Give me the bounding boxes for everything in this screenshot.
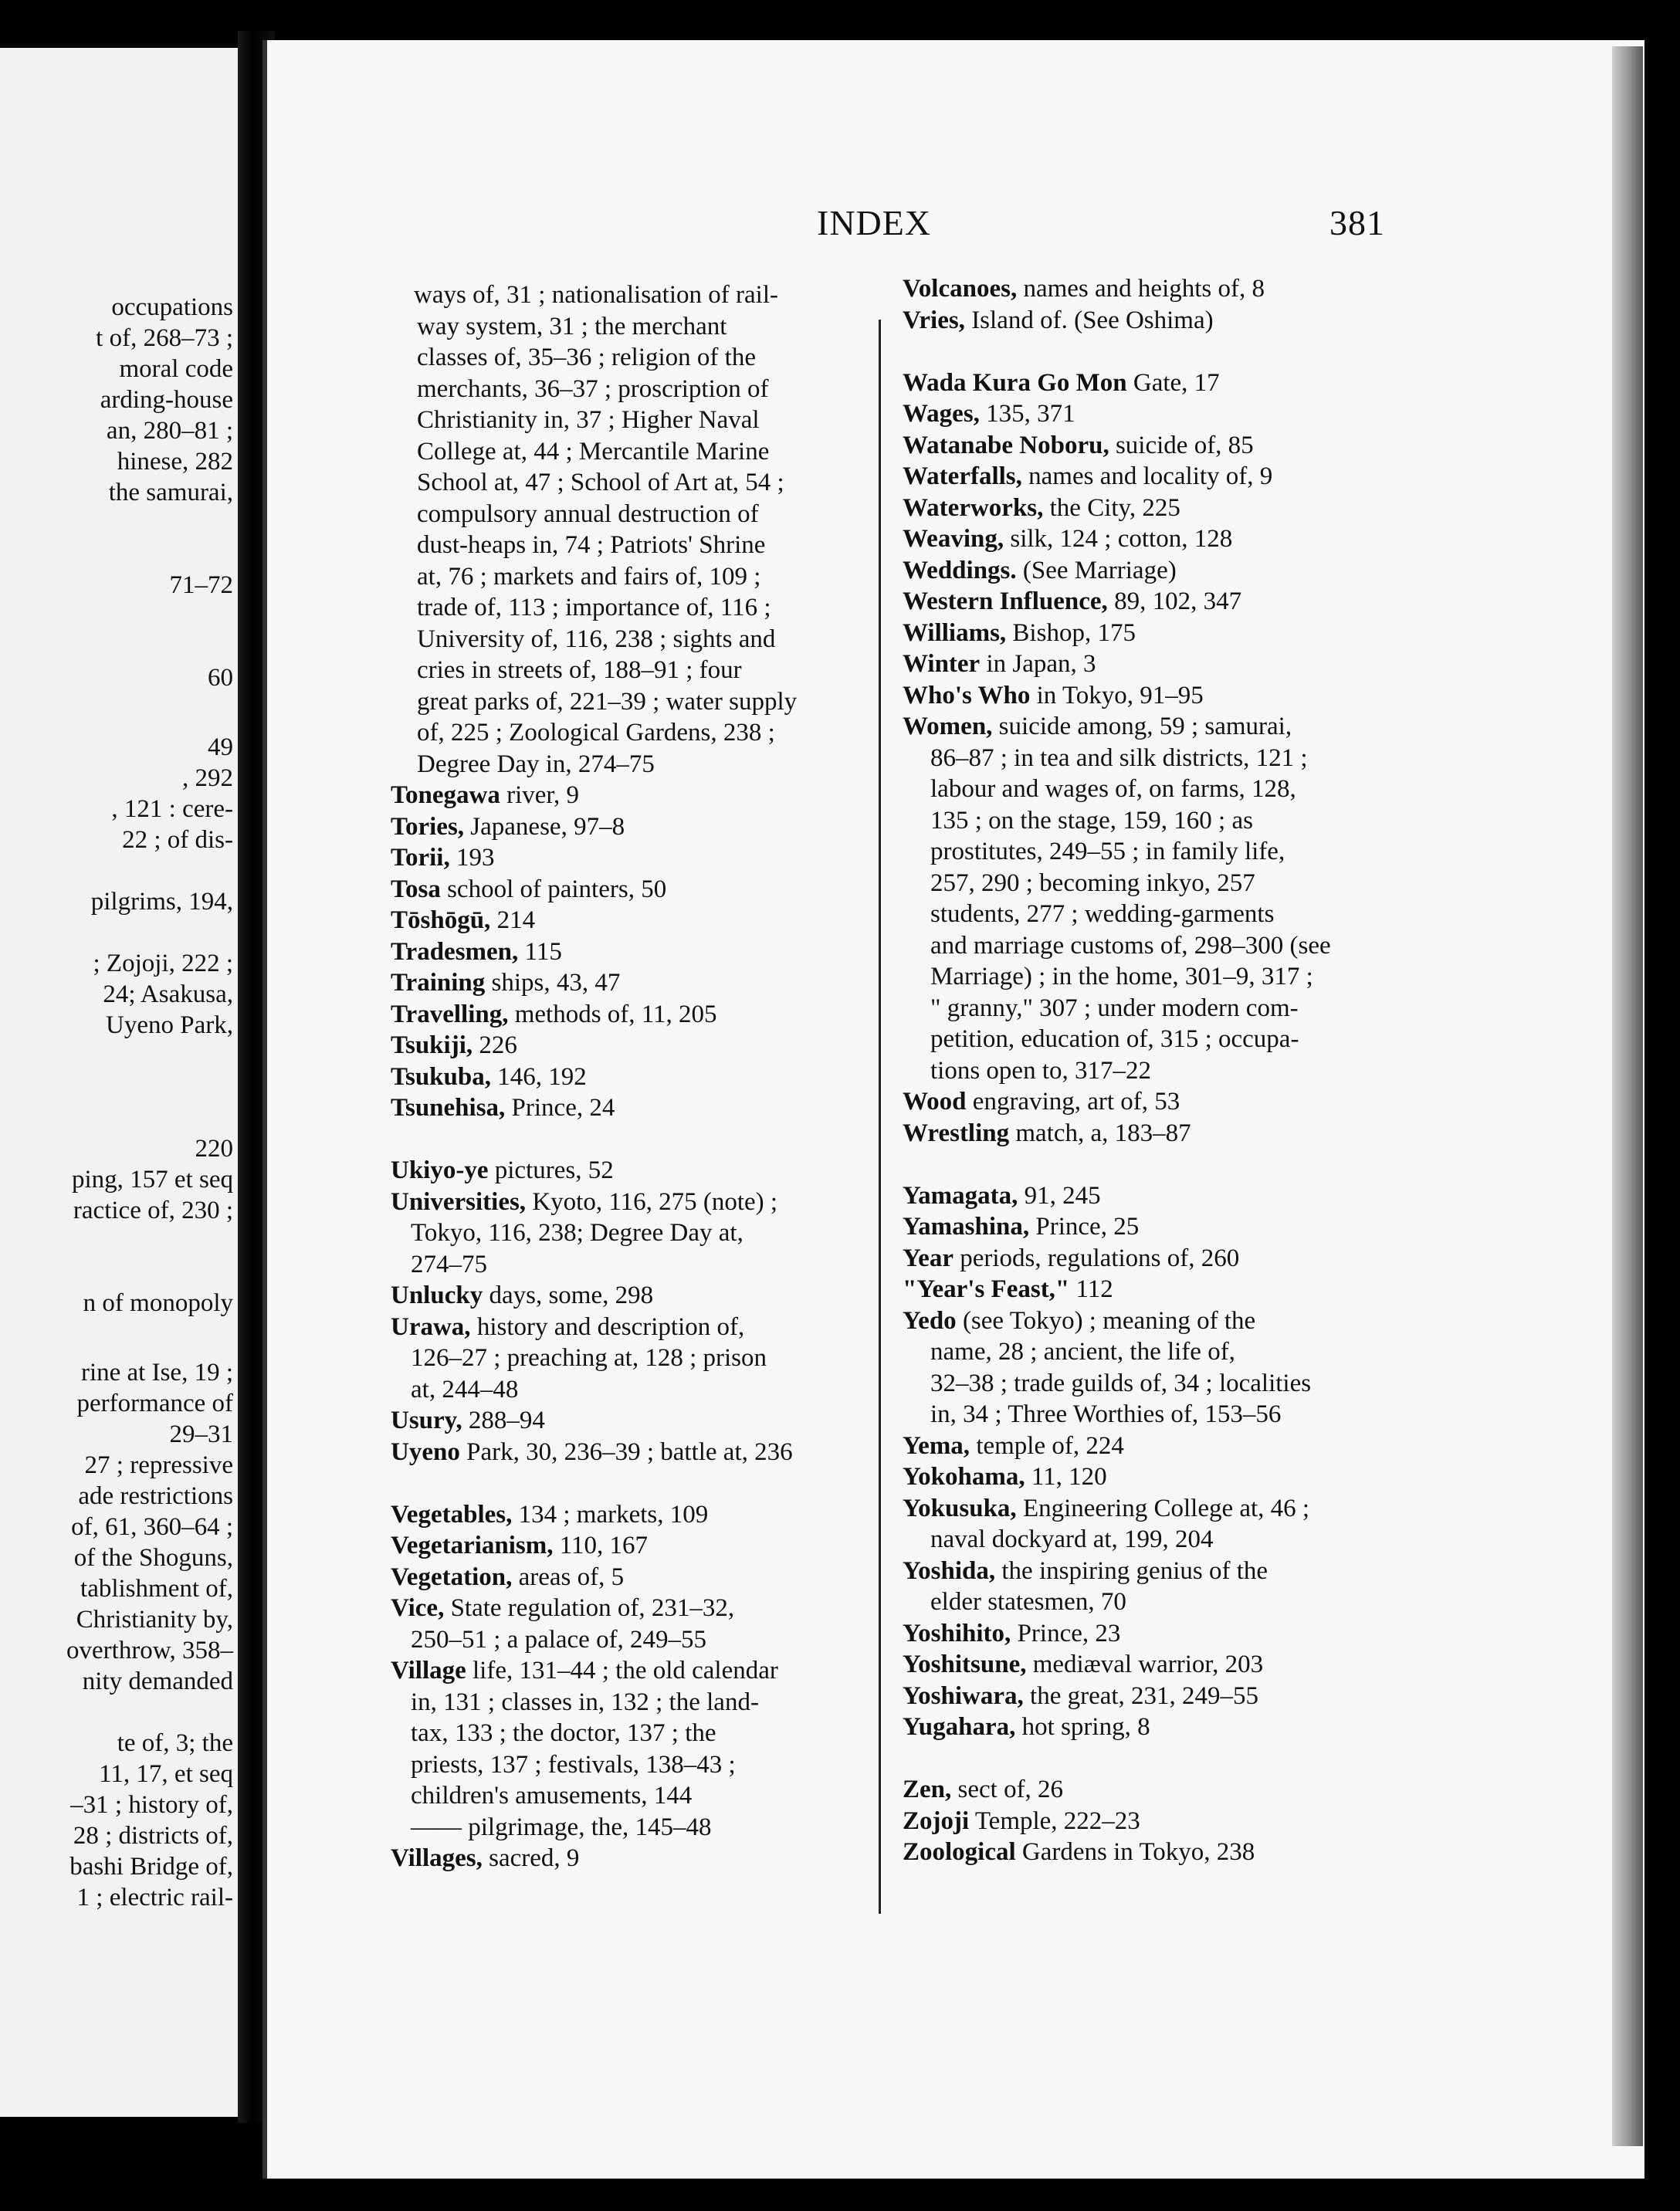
index-continuation: great parks of, 221–39 ; water supply bbox=[417, 687, 798, 716]
index-heading: Watanabe Noboru, bbox=[903, 431, 1109, 459]
index-heading: Village bbox=[391, 1657, 466, 1684]
column-divider bbox=[879, 320, 881, 1914]
index-heading: Waterworks, bbox=[903, 493, 1044, 522]
index-text: days, some, 298 bbox=[483, 1282, 654, 1309]
index-text: suicide of, 85 bbox=[1109, 431, 1254, 459]
index-entry bbox=[930, 868, 1255, 899]
index-entry bbox=[903, 1086, 1180, 1117]
index-heading: Williams, bbox=[903, 618, 1007, 647]
page-edge bbox=[1612, 46, 1643, 2146]
left-page-line: 24; Asakusa, bbox=[103, 980, 233, 1008]
index-entry bbox=[903, 461, 1272, 492]
index-text: tions open to, 317–22 bbox=[930, 1056, 1151, 1085]
left-page-line: moral code bbox=[119, 355, 233, 383]
index-text: and marriage customs of, 298–300 (see bbox=[930, 931, 1331, 960]
index-entry bbox=[903, 1305, 1255, 1336]
index-entry bbox=[391, 1437, 793, 1468]
index-heading: Tōshōgū, bbox=[391, 906, 491, 934]
index-text: Prince, 23 bbox=[1011, 1619, 1121, 1647]
index-entry bbox=[411, 1374, 518, 1405]
index-text: the inspiring genius of the bbox=[995, 1556, 1268, 1585]
index-entry bbox=[930, 899, 1274, 929]
left-page-line: 27 ; repressive bbox=[84, 1451, 233, 1479]
index-text: 32–38 ; trade guilds of, 34 ; localities bbox=[930, 1369, 1312, 1397]
index-text: life, 131–44 ; the old calendar bbox=[466, 1657, 778, 1684]
index-heading: Yema, bbox=[903, 1431, 970, 1460]
index-entry bbox=[903, 1712, 1150, 1742]
index-heading: Yoshiwara, bbox=[903, 1681, 1024, 1710]
index-text: sect of, 26 bbox=[951, 1776, 1064, 1803]
left-page-line: of, 61, 360–64 ; bbox=[71, 1513, 233, 1541]
index-heading: Weaving, bbox=[903, 525, 1004, 553]
index-heading: Yokohama, bbox=[903, 1463, 1025, 1491]
left-page-line: performance of bbox=[76, 1390, 233, 1417]
index-text: prostitutes, 249–55 ; in family life, bbox=[930, 838, 1285, 865]
index-text: Prince, 24 bbox=[505, 1094, 615, 1122]
index-entry bbox=[903, 1243, 1239, 1274]
index-entry bbox=[391, 1530, 648, 1561]
index-entry bbox=[903, 711, 1292, 742]
index-entry bbox=[903, 648, 1096, 679]
index-heading: Volcanoes, bbox=[903, 275, 1018, 303]
index-entry bbox=[903, 1806, 1140, 1837]
index-entry bbox=[391, 1312, 744, 1343]
index-entry bbox=[903, 493, 1180, 523]
left-page-line: occupations bbox=[111, 293, 233, 321]
index-text: in, 34 ; Three Worthies of, 153–56 bbox=[930, 1400, 1282, 1428]
index-text: Temple, 222–23 bbox=[969, 1806, 1140, 1835]
index-text: temple of, 224 bbox=[970, 1431, 1124, 1460]
left-page-line: pilgrims, 194, bbox=[90, 888, 233, 916]
index-entry bbox=[391, 1030, 517, 1061]
index-heading: Western Influence, bbox=[903, 587, 1108, 615]
index-heading: Universities, bbox=[391, 1187, 527, 1216]
index-heading: Zen, bbox=[903, 1776, 952, 1803]
index-text: 89, 102, 347 bbox=[1107, 587, 1242, 615]
index-entry bbox=[411, 1749, 736, 1780]
left-page-line: 28 ; districts of, bbox=[73, 1822, 233, 1850]
index-text: 91, 245 bbox=[1018, 1181, 1101, 1210]
index-heading: Wood bbox=[903, 1088, 967, 1116]
index-continuation: at, 76 ; markets and fairs of, 109 ; bbox=[417, 562, 761, 591]
index-entry bbox=[903, 1774, 1063, 1805]
index-heading: Vegetarianism, bbox=[391, 1532, 554, 1559]
index-entry bbox=[391, 905, 535, 936]
left-page-line: t of, 268–73 ; bbox=[96, 324, 233, 352]
index-text: Bishop, 175 bbox=[1006, 618, 1136, 647]
index-entry bbox=[903, 618, 1136, 648]
index-text: methods of, 11, 205 bbox=[508, 1000, 717, 1028]
index-entry bbox=[903, 1118, 1191, 1149]
index-entry bbox=[391, 874, 666, 905]
index-heading: Wrestling bbox=[903, 1119, 1010, 1147]
index-heading: Tsunehisa, bbox=[391, 1094, 506, 1122]
index-entry bbox=[930, 993, 1299, 1024]
index-text: 86–87 ; in tea and silk districts, 121 ; bbox=[930, 743, 1308, 772]
index-continuation: ways of, 31 ; nationalisation of rail- bbox=[414, 281, 778, 309]
index-entry bbox=[903, 1618, 1120, 1649]
index-continuation: classes of, 35–36 ; religion of the bbox=[417, 344, 756, 371]
index-entry bbox=[391, 1187, 777, 1217]
index-entry bbox=[411, 1249, 487, 1280]
index-heading: Yugahara, bbox=[903, 1713, 1016, 1741]
index-continuation: of, 225 ; Zoological Gardens, 238 ; bbox=[417, 719, 775, 747]
index-heading: Wages, bbox=[903, 400, 980, 428]
index-heading: Tradesmen, bbox=[391, 937, 519, 966]
index-text: names and locality of, 9 bbox=[1021, 462, 1273, 490]
index-continuation: College at, 44 ; Mercantile Marine bbox=[417, 437, 770, 466]
index-heading: Waterfalls, bbox=[903, 462, 1022, 490]
index-entry bbox=[903, 1681, 1258, 1712]
index-heading: Training bbox=[391, 969, 486, 997]
index-heading: Vice, bbox=[391, 1594, 445, 1622]
left-page-line: –31 ; history of, bbox=[70, 1791, 233, 1819]
index-entry bbox=[903, 1211, 1139, 1242]
index-heading: Vegetation, bbox=[391, 1563, 513, 1591]
index-entry bbox=[411, 1687, 759, 1718]
index-heading: Yamagata, bbox=[903, 1181, 1018, 1210]
index-text: 11, 120 bbox=[1025, 1463, 1107, 1491]
index-continuation: cries in streets of, 188–91 ; four bbox=[417, 656, 742, 684]
index-heading: Vegetables, bbox=[391, 1500, 513, 1529]
index-text: Tokyo, 116, 238; Degree Day at, bbox=[411, 1219, 743, 1247]
index-page bbox=[262, 40, 1644, 2179]
index-entry bbox=[391, 811, 625, 842]
index-text: name, 28 ; ancient, the life of, bbox=[930, 1338, 1235, 1366]
left-page-line: ; Zojoji, 222 ; bbox=[93, 950, 233, 977]
index-entry bbox=[903, 1461, 1107, 1492]
index-text: 135 ; on the stage, 159, 160 ; as bbox=[930, 806, 1253, 835]
left-page-line: 71–72 bbox=[169, 571, 233, 599]
left-page-line: 11, 17, et seq bbox=[99, 1760, 233, 1788]
index-text: Island of. (See Oshima) bbox=[964, 306, 1214, 334]
index-continuation: compulsory annual destruction of bbox=[417, 499, 759, 528]
index-text: priests, 137 ; festivals, 138–43 ; bbox=[411, 1750, 736, 1779]
index-entry bbox=[903, 1837, 1255, 1867]
index-entry bbox=[930, 774, 1296, 804]
index-entry bbox=[903, 1180, 1101, 1211]
page-number: 381 bbox=[1329, 203, 1385, 242]
index-text: periods, regulations of, 260 bbox=[953, 1244, 1240, 1272]
index-entry bbox=[903, 523, 1232, 554]
index-text: Engineering College at, 46 ; bbox=[1016, 1494, 1310, 1522]
index-entry bbox=[391, 1593, 734, 1624]
index-heading: Torii, bbox=[391, 844, 450, 872]
index-heading: "Year's Feast," bbox=[903, 1275, 1070, 1303]
index-entry bbox=[411, 1343, 767, 1373]
index-entry bbox=[391, 1655, 778, 1686]
index-text: 257, 290 ; becoming inkyo, 257 bbox=[930, 868, 1255, 897]
page-title: INDEX bbox=[817, 203, 932, 242]
index-text: naval dockyard at, 199, 204 bbox=[930, 1525, 1214, 1553]
index-heading: Travelling, bbox=[391, 1000, 509, 1028]
index-text: Prince, 25 bbox=[1029, 1213, 1140, 1241]
left-page-line: overthrow, 358– bbox=[66, 1637, 233, 1664]
index-heading: Yamashina, bbox=[903, 1213, 1030, 1241]
index-text: in Japan, 3 bbox=[980, 650, 1096, 678]
index-entry bbox=[391, 1061, 587, 1092]
index-text: in Tokyo, 91–95 bbox=[1030, 681, 1204, 709]
index-entry bbox=[903, 586, 1241, 617]
index-entry bbox=[930, 743, 1308, 774]
index-entry bbox=[411, 1718, 716, 1749]
index-entry bbox=[903, 273, 1265, 304]
left-page-line: 29–31 bbox=[169, 1420, 233, 1448]
left-page-line: 49 bbox=[208, 733, 233, 761]
index-text: 250–51 ; a palace of, 249–55 bbox=[411, 1625, 707, 1654]
index-heading: Zoological bbox=[903, 1838, 1016, 1866]
left-page-line: 22 ; of dis- bbox=[122, 826, 233, 854]
index-text: pictures, 52 bbox=[488, 1156, 614, 1184]
index-text: ships, 43, 47 bbox=[485, 969, 621, 997]
index-text: 110, 167 bbox=[553, 1532, 649, 1559]
index-text: 193 bbox=[449, 844, 495, 872]
index-text: areas of, 5 bbox=[512, 1563, 625, 1591]
left-page-line: 1 ; electric rail- bbox=[76, 1884, 233, 1911]
index-heading: Uyeno bbox=[391, 1437, 460, 1466]
index-text: mediæval warrior, 203 bbox=[1026, 1651, 1264, 1678]
index-text: State regulation of, 231–32, bbox=[444, 1594, 735, 1622]
left-page-line: n of monopoly bbox=[83, 1289, 233, 1317]
index-entry bbox=[903, 1649, 1263, 1680]
index-entry bbox=[930, 805, 1253, 836]
left-page-line: te of, 3; the bbox=[117, 1729, 233, 1757]
index-entry bbox=[930, 836, 1285, 867]
index-heading: Yedo bbox=[903, 1306, 957, 1335]
index-heading: Ukiyo-ye bbox=[391, 1156, 489, 1184]
index-entry bbox=[903, 1431, 1124, 1461]
previous-page-fragment bbox=[0, 48, 238, 2117]
index-continuation: School at, 47 ; School of Art at, 54 ; bbox=[417, 469, 784, 496]
index-text: 214 bbox=[490, 906, 536, 934]
index-heading: Yokusuka, bbox=[903, 1494, 1017, 1522]
index-text: history and description of, bbox=[470, 1312, 745, 1341]
index-text: silk, 124 ; cotton, 128 bbox=[1004, 525, 1233, 553]
left-page-line: hinese, 282 bbox=[117, 448, 233, 476]
index-continuation: way system, 31 ; the merchant bbox=[417, 312, 727, 340]
index-text: 146, 192 bbox=[491, 1062, 587, 1091]
index-text: the great, 231, 249–55 bbox=[1023, 1681, 1259, 1710]
index-text: 135, 371 bbox=[979, 400, 1075, 428]
index-heading: Vries, bbox=[903, 306, 965, 334]
index-entry bbox=[903, 1493, 1309, 1524]
index-entry bbox=[391, 1843, 579, 1874]
index-entry bbox=[411, 1780, 692, 1811]
index-entry bbox=[930, 1399, 1281, 1430]
index-entry bbox=[930, 1586, 1126, 1617]
index-text: " granny," 307 ; under modern com- bbox=[930, 994, 1299, 1022]
index-heading: Wada Kura Go Mon bbox=[903, 368, 1127, 397]
index-text: in, 131 ; classes in, 132 ; the land- bbox=[411, 1688, 759, 1716]
index-heading: Yoshida, bbox=[903, 1556, 996, 1585]
index-entry bbox=[391, 1092, 615, 1123]
index-text: 126–27 ; preaching at, 128 ; prison bbox=[411, 1344, 767, 1372]
left-page-line: ade restrictions bbox=[78, 1482, 233, 1510]
index-text: 274–75 bbox=[411, 1250, 487, 1278]
index-text: Gardens in Tokyo, 238 bbox=[1015, 1838, 1255, 1866]
left-page-line: Uyeno Park, bbox=[106, 1011, 233, 1039]
index-entry bbox=[903, 1556, 1268, 1586]
index-text: 112 bbox=[1069, 1275, 1113, 1303]
index-heading: Tsukuba, bbox=[391, 1062, 491, 1091]
index-entry bbox=[903, 1274, 1113, 1305]
index-entry bbox=[411, 1217, 743, 1248]
index-text: 134 ; markets, 109 bbox=[512, 1500, 709, 1529]
index-entry bbox=[391, 936, 562, 967]
index-heading: Tonegawa bbox=[391, 781, 500, 809]
left-page-line: 60 bbox=[208, 664, 233, 692]
index-entry bbox=[903, 305, 1214, 336]
left-page-line: , 292 bbox=[182, 764, 233, 792]
index-text: children's amusements, 144 bbox=[411, 1782, 693, 1810]
left-page-line: Christianity by, bbox=[76, 1606, 233, 1634]
index-text: the City, 225 bbox=[1043, 493, 1180, 522]
index-text: sacred, 9 bbox=[482, 1844, 580, 1872]
left-page-line: , 121 : cere- bbox=[111, 795, 233, 823]
index-text: river, 9 bbox=[500, 781, 580, 809]
index-entry bbox=[930, 1524, 1214, 1555]
index-text: school of painters, 50 bbox=[440, 875, 667, 903]
index-text: 288–94 bbox=[462, 1407, 545, 1434]
index-text: Gate, 17 bbox=[1126, 368, 1220, 397]
index-entry bbox=[930, 1055, 1151, 1086]
index-text: students, 277 ; wedding-garments bbox=[930, 900, 1275, 928]
index-continuation: University of, 116, 238 ; sights and bbox=[417, 625, 776, 653]
index-text: Kyoto, 116, 275 (note) ; bbox=[526, 1187, 778, 1216]
index-heading: Zojoji bbox=[903, 1806, 970, 1835]
index-heading: Usury, bbox=[391, 1407, 462, 1434]
index-entry bbox=[903, 680, 1204, 711]
index-text: suicide among, 59 ; samurai, bbox=[992, 713, 1292, 740]
left-page-line: tablishment of, bbox=[80, 1575, 233, 1603]
index-entry bbox=[391, 842, 494, 873]
index-text: petition, education of, 315 ; occupa- bbox=[930, 1025, 1299, 1053]
index-entry bbox=[391, 1405, 545, 1436]
index-entry bbox=[391, 780, 579, 811]
index-heading: Who's Who bbox=[903, 681, 1031, 709]
left-page-line: ping, 157 et seq bbox=[72, 1166, 233, 1194]
index-text: engraving, art of, 53 bbox=[966, 1088, 1180, 1116]
index-text: (See Marriage) bbox=[1016, 556, 1177, 584]
index-text: 226 bbox=[472, 1031, 517, 1059]
left-page-line: nity demanded bbox=[82, 1668, 233, 1695]
index-text: hot spring, 8 bbox=[1015, 1713, 1150, 1741]
index-heading: Villages, bbox=[391, 1844, 483, 1872]
index-continuation: Degree Day in, 274–75 bbox=[417, 750, 655, 778]
index-entry bbox=[391, 967, 620, 998]
index-heading: Unlucky bbox=[391, 1282, 483, 1309]
index-entry bbox=[411, 1624, 706, 1655]
index-heading: Women, bbox=[903, 713, 993, 740]
left-page-line: an, 280–81 ; bbox=[106, 417, 233, 445]
index-heading: Yoshihito, bbox=[903, 1619, 1011, 1647]
index-heading: Tories, bbox=[391, 812, 465, 841]
index-heading: Tosa bbox=[391, 875, 441, 903]
index-entry bbox=[391, 1280, 653, 1311]
index-entry bbox=[903, 367, 1220, 398]
index-entry bbox=[930, 1368, 1311, 1399]
index-entry bbox=[930, 1336, 1235, 1367]
index-entry bbox=[903, 555, 1177, 586]
left-page-line: of the Shoguns, bbox=[73, 1544, 233, 1572]
left-page-line: rine at Ise, 19 ; bbox=[80, 1359, 233, 1387]
index-entry bbox=[930, 930, 1331, 961]
index-text: at, 244–48 bbox=[411, 1375, 519, 1403]
index-text: tax, 133 ; the doctor, 137 ; the bbox=[411, 1719, 716, 1747]
index-heading: Urawa, bbox=[391, 1312, 471, 1341]
index-entry bbox=[391, 1499, 708, 1530]
index-text: labour and wages of, on farms, 128, bbox=[930, 775, 1296, 803]
left-page-line: ractice of, 230 ; bbox=[73, 1197, 233, 1224]
index-text: names and heights of, 8 bbox=[1017, 275, 1265, 303]
index-entry bbox=[930, 1024, 1299, 1055]
index-continuation: dust-heaps in, 74 ; Patriots' Shrine bbox=[417, 531, 766, 559]
left-page-line: bashi Bridge of, bbox=[69, 1853, 233, 1881]
index-entry bbox=[930, 961, 1313, 992]
index-text: Park, 30, 236–39 ; battle at, 236 bbox=[459, 1437, 793, 1466]
index-text: elder statesmen, 70 bbox=[930, 1588, 1126, 1616]
index-text: Marriage) ; in the home, 301–9, 317 ; bbox=[930, 963, 1313, 990]
left-page-line: the samurai, bbox=[108, 479, 233, 506]
index-text: Japanese, 97–8 bbox=[464, 812, 625, 841]
index-text: 115 bbox=[518, 937, 562, 966]
index-text: match, a, 183–87 bbox=[1009, 1119, 1191, 1147]
index-entry bbox=[411, 1812, 712, 1843]
index-text: (see Tokyo) ; meaning of the bbox=[956, 1306, 1256, 1335]
index-heading: Year bbox=[903, 1244, 953, 1272]
left-page-line: 220 bbox=[195, 1135, 233, 1163]
index-continuation: Christianity in, 37 ; Higher Naval bbox=[417, 406, 760, 434]
index-heading: Weddings. bbox=[903, 556, 1017, 584]
index-text: —— pilgrimage, the, 145–48 bbox=[411, 1813, 712, 1841]
index-entry bbox=[391, 999, 717, 1030]
left-page-line: arding-house bbox=[100, 386, 233, 414]
index-heading: Yoshitsune, bbox=[903, 1651, 1027, 1678]
index-continuation: merchants, 36–37 ; proscription of bbox=[417, 374, 769, 403]
index-heading: Tsukiji, bbox=[391, 1031, 473, 1059]
index-entry bbox=[903, 430, 1254, 461]
index-entry bbox=[391, 1562, 624, 1593]
index-heading: Winter bbox=[903, 650, 981, 678]
index-continuation: trade of, 113 ; importance of, 116 ; bbox=[417, 594, 771, 621]
index-entry bbox=[391, 1155, 614, 1186]
index-entry bbox=[903, 398, 1075, 429]
